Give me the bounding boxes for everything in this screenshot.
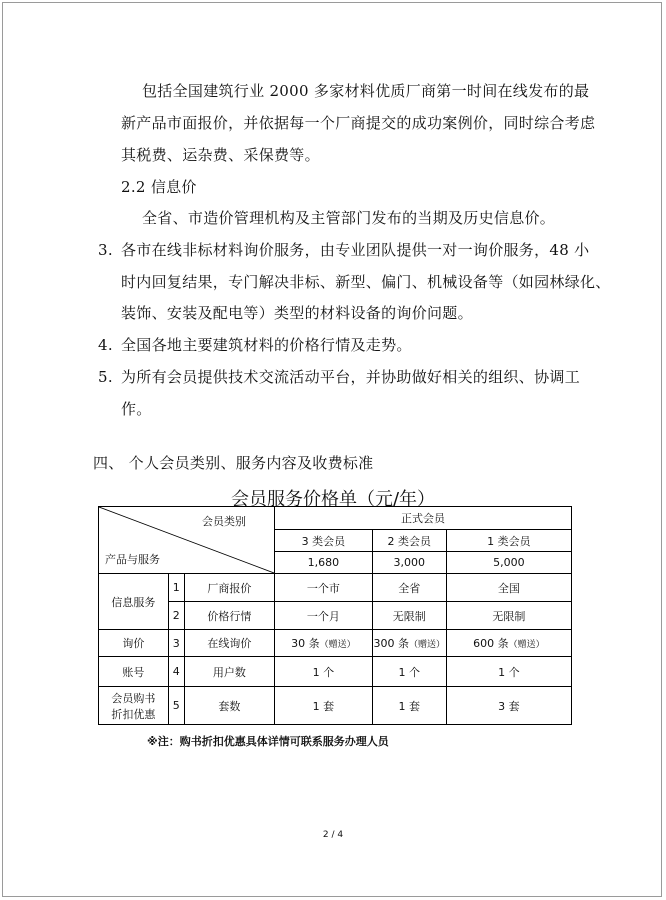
row-number: 4 xyxy=(168,657,184,687)
list-number: 5. xyxy=(98,368,113,386)
header-member-type: 会员类别 xyxy=(202,515,247,528)
col-price: 5,000 xyxy=(446,552,571,574)
table-footnote: ※注：购书折扣优惠具体详情可联系服务办理人员 xyxy=(147,735,389,748)
row-item: 厂商报价 xyxy=(184,574,274,602)
page-frame xyxy=(2,2,662,897)
row-category xyxy=(99,687,169,725)
row-category: 询价 xyxy=(99,630,169,657)
section-heading-4: 四、 个人会员类别、服务内容及收费标准 xyxy=(93,454,374,472)
gift-note: （赠送） xyxy=(508,640,545,650)
col-price: 1,680 xyxy=(275,552,373,574)
category-line: 会员购书 xyxy=(111,691,156,705)
table-cell: 3 套 xyxy=(446,687,571,725)
col-header: 1 类会员 xyxy=(446,530,571,552)
cell-value: 30 条 xyxy=(291,637,320,650)
list-number: 3. xyxy=(98,241,113,259)
row-category: 信息服务 xyxy=(99,574,169,630)
paragraph-line: 新产品市面报价，并依据每一个厂商提交的成功案例价，同时综合考虑 xyxy=(121,114,596,132)
table-cell: 全国 xyxy=(446,574,571,602)
paragraph-line: 包括全国建筑行业 2000 多家材料优质厂商第一时间在线发布的最 xyxy=(142,82,590,100)
table-cell: 1 个 xyxy=(275,657,373,687)
cell-value: 300 条 xyxy=(373,637,410,650)
table-cell: 全省 xyxy=(372,574,446,602)
table-cell xyxy=(275,630,373,657)
row-item: 价格行情 xyxy=(184,602,274,630)
list-item-line: 时内回复结果，专门解决非标、新型、偏门、机械设备等（如园林绿化、 xyxy=(121,273,611,291)
paragraph-line: 其税费、运杂费、采保费等。 xyxy=(121,146,320,164)
table-cell: 无限制 xyxy=(446,602,571,630)
section-heading-2-2: 2.2 信息价 xyxy=(121,178,197,196)
row-item: 在线询价 xyxy=(184,630,274,657)
list-item-line: 装饰、安装及配电等）类型的材料设备的询价问题。 xyxy=(121,304,473,322)
table-cell: 无限制 xyxy=(372,602,446,630)
list-number: 4. xyxy=(98,336,113,354)
row-category: 账号 xyxy=(99,657,169,687)
header-product-service: 产品与服务 xyxy=(105,553,160,566)
list-item-line: 全国各地主要建筑材料的价格行情及走势。 xyxy=(121,336,412,354)
row-number: 2 xyxy=(168,602,184,630)
row-number: 3 xyxy=(168,630,184,657)
table-title: 会员服务价格单（元/年） xyxy=(230,489,436,510)
category-line: 折扣优惠 xyxy=(111,707,156,721)
table-cell: 1 套 xyxy=(275,687,373,725)
gift-note: （赠送） xyxy=(319,640,356,650)
col-price: 3,000 xyxy=(372,552,446,574)
page-number: 2 / 4 xyxy=(322,830,344,840)
list-item-line: 作。 xyxy=(121,400,152,418)
table-cell: 一个市 xyxy=(275,574,373,602)
paragraph-line: 全省、市造价管理机构及主管部门发布的当期及历史信息价。 xyxy=(142,209,556,227)
col-header: 3 类会员 xyxy=(275,530,373,552)
table-cell: 1 套 xyxy=(372,687,446,725)
cell-value: 600 条 xyxy=(473,637,509,650)
list-item-line: 各市在线非标材料询价服务，由专业团队提供一对一询价服务，48 小 xyxy=(121,241,590,259)
col-header: 2 类会员 xyxy=(372,530,446,552)
table-cell: 一个月 xyxy=(275,602,373,630)
table-cell: 1 个 xyxy=(446,657,571,687)
row-number: 1 xyxy=(168,574,184,602)
gift-note: （赠送） xyxy=(409,640,446,650)
table-cell xyxy=(372,630,446,657)
price-table xyxy=(98,506,572,725)
list-item-line: 为所有会员提供技术交流活动平台，并协助做好相关的组织、协调工 xyxy=(121,368,581,386)
table-cell xyxy=(446,630,571,657)
row-item: 用户数 xyxy=(184,657,274,687)
table-corner-header xyxy=(99,507,275,574)
header-formal-member: 正式会员 xyxy=(275,507,572,530)
row-item: 套数 xyxy=(184,687,274,725)
table-cell: 1 个 xyxy=(372,657,446,687)
row-number: 5 xyxy=(168,687,184,725)
